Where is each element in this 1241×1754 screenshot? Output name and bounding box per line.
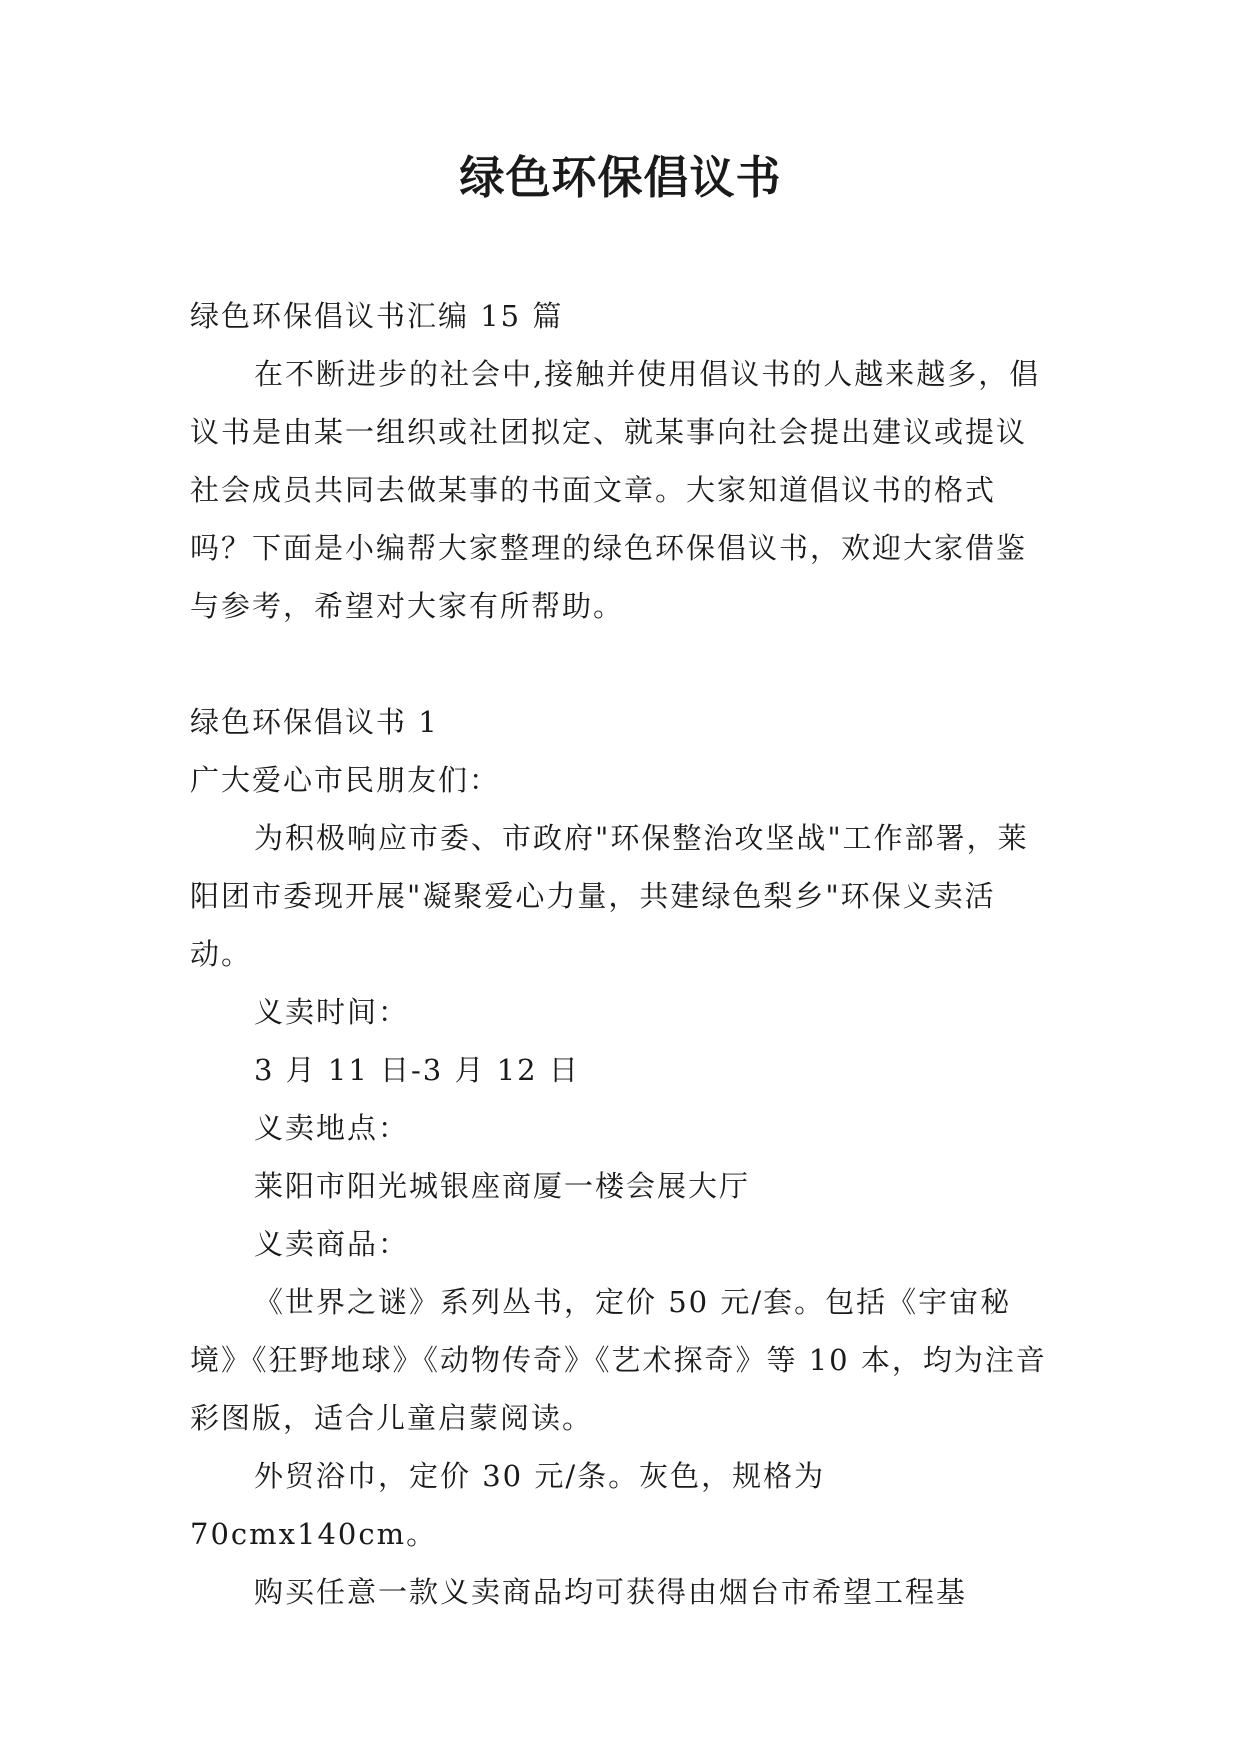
intro-paragraph: 在不断进步的社会中,接触并使用倡议书的人越来越多，倡议书是由某一组织或社团拟定、就某事向社会提出建议或提议社会成员共同去做某事的书面文章。大家知道倡议书的格式吗？下面是小编帮大家整理的绿色环保倡议书，欢迎大家借鉴与参考，希望对大家有所帮助。 xyxy=(190,357,1041,623)
sale-place-label: 义卖地点： xyxy=(254,1111,410,1145)
document-subtitle: 绿色环保倡议书汇编 15 篇 xyxy=(190,299,564,333)
paragraph-activity: 为积极响应市委、市政府"环保整治攻坚战"工作部署，莱阳团市委现开展"凝聚爱心力量，共建绿色梨乡"环保义卖活动。 xyxy=(190,821,1029,971)
goods-towel-paragraph: 外贸浴巾，定价 30 元/条。灰色，规格为 70cmx140cm。 xyxy=(190,1459,826,1551)
section-gap xyxy=(190,635,1050,693)
section-heading: 绿色环保倡议书 1 xyxy=(190,705,439,739)
document-body xyxy=(190,287,1050,1621)
document-title: 绿色环保倡议书 xyxy=(459,151,782,204)
sale-time-value: 3 月 11 日-3 月 12 日 xyxy=(254,1053,580,1087)
sale-goods-label: 义卖商品： xyxy=(254,1227,410,1261)
sale-place-value: 莱阳市阳光城银座商厦一楼会展大厅 xyxy=(254,1169,751,1203)
salutation: 广大爱心市民朋友们： xyxy=(190,763,501,797)
sale-time-label: 义卖时间： xyxy=(254,995,410,1029)
goods-books-paragraph: 《世界之谜》系列丛书，定价 50 元/套。包括《宇宙秘境》《狂野地球》《动物传奇》《艺术探奇》等 10 本，均为注音彩图版，适合儿童启蒙阅读。 xyxy=(190,1285,1047,1435)
paragraph-purchase: 购买任意一款义卖商品均可获得由烟台市希望工程基 xyxy=(254,1575,968,1609)
